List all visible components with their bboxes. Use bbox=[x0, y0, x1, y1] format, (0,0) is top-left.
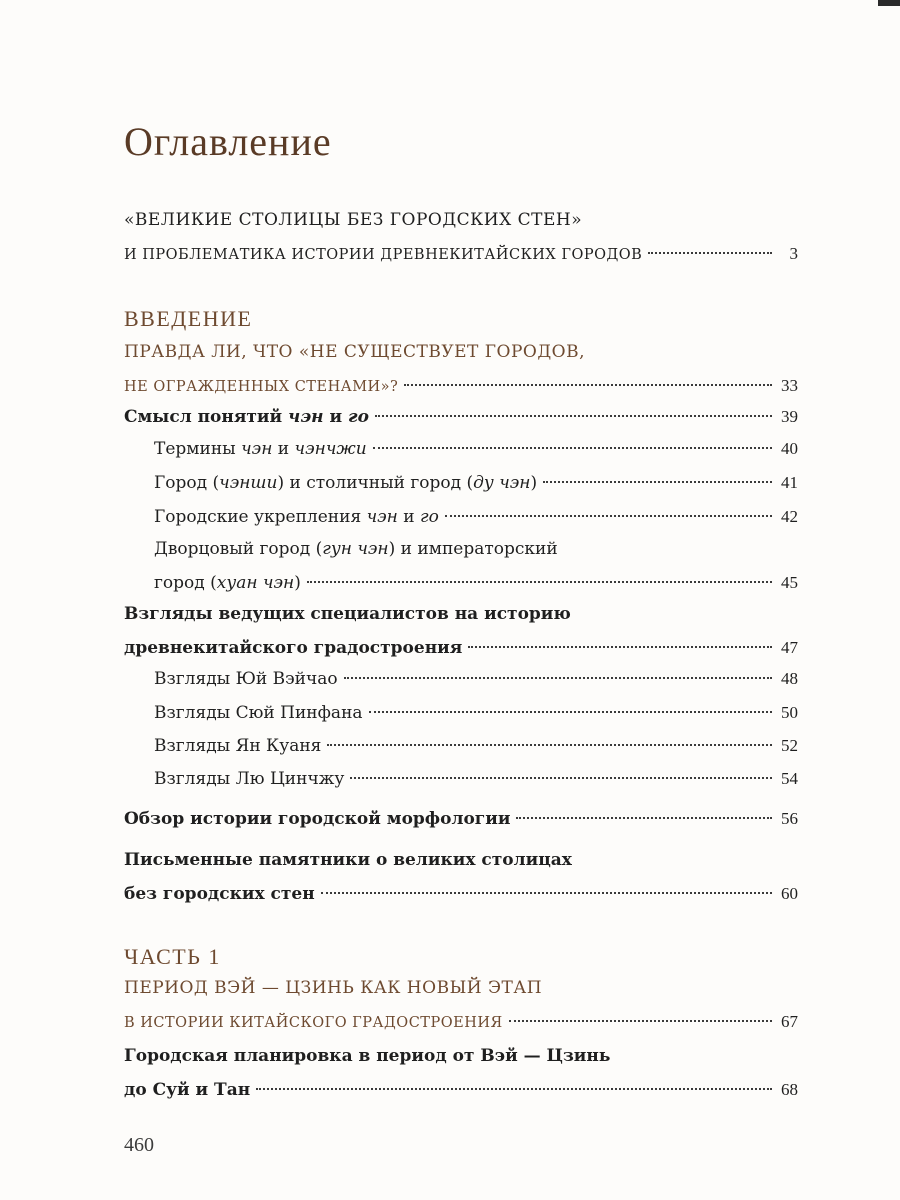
page-ref: 40 bbox=[781, 439, 798, 458]
dot-leader bbox=[404, 384, 772, 386]
text-part: и bbox=[397, 507, 421, 527]
toc-entry-line1: Взгляды ведущих специалистов на историю bbox=[124, 604, 571, 624]
page-ref: 50 bbox=[781, 703, 798, 722]
page-title: Оглавление bbox=[124, 119, 332, 164]
text-part: и bbox=[323, 407, 349, 427]
dot-leader bbox=[327, 744, 772, 746]
toc-subentry[interactable] bbox=[154, 466, 798, 500]
page-ref: 33 bbox=[781, 376, 798, 395]
toc-subentry[interactable] bbox=[154, 432, 798, 466]
page-ref: 54 bbox=[781, 769, 798, 788]
page-ref: 67 bbox=[781, 1012, 798, 1031]
dot-leader bbox=[543, 481, 772, 483]
italic-term: чэн bbox=[288, 407, 324, 427]
dot-leader bbox=[321, 892, 772, 894]
toc-entry-line2: без городских стен bbox=[124, 884, 315, 904]
text-part: ) bbox=[530, 473, 538, 493]
dot-leader bbox=[373, 447, 772, 449]
toc-entry-line2: НЕ ОГРАЖДЕННЫХ СТЕНАМИ»? bbox=[124, 379, 399, 395]
page-ref: 48 bbox=[781, 669, 798, 688]
text-part: ) bbox=[294, 573, 301, 593]
toc-entry[interactable] bbox=[124, 972, 798, 1040]
italic-term: чэнчжи bbox=[294, 439, 367, 459]
toc-entry-line2: И ПРОБЛЕМАТИКА ИСТОРИИ ДРЕВНЕКИТАЙСКИХ ГОРОДОВ bbox=[124, 247, 643, 263]
page-ref: 3 bbox=[789, 244, 798, 263]
toc-subentry[interactable] bbox=[154, 729, 798, 763]
page-number: 460 bbox=[124, 1134, 154, 1156]
toc-entry[interactable] bbox=[124, 598, 798, 665]
toc-entry-text bbox=[154, 501, 439, 534]
toc-entry-text: Обзор истории городской морфологии bbox=[124, 809, 511, 829]
dot-leader bbox=[516, 817, 772, 819]
toc-entry-text bbox=[154, 433, 367, 466]
dot-leader bbox=[256, 1088, 772, 1090]
toc-entry-text bbox=[124, 401, 369, 434]
text-part: Термины bbox=[154, 439, 242, 459]
text-part: Городские укрепления bbox=[154, 507, 367, 527]
dot-leader bbox=[375, 415, 772, 417]
italic-term: чэнши bbox=[219, 473, 278, 493]
section-heading-intro: ВВЕДЕНИЕ bbox=[124, 306, 253, 331]
text-part: ) и столичный город ( bbox=[277, 473, 474, 493]
page-ref: 47 bbox=[781, 638, 798, 657]
page-ref: 60 bbox=[781, 884, 798, 903]
dot-leader bbox=[344, 677, 772, 679]
toc-entry-text: Взгляды Лю Цинчжу bbox=[154, 769, 345, 789]
page-ref: 56 bbox=[781, 809, 798, 828]
toc-entry[interactable] bbox=[124, 844, 798, 911]
toc-subentry[interactable] bbox=[154, 762, 798, 796]
page-ref: 41 bbox=[781, 473, 798, 492]
page-ref: 45 bbox=[781, 573, 798, 592]
page-ref: 39 bbox=[781, 407, 798, 426]
dot-leader bbox=[350, 777, 772, 779]
toc-entry-line2: до Суй и Тан bbox=[124, 1080, 251, 1100]
dot-leader bbox=[509, 1020, 772, 1022]
toc-entry-text: Взгляды Юй Вэйчао bbox=[154, 669, 338, 689]
page-ref: 42 bbox=[781, 507, 798, 526]
dot-leader bbox=[648, 252, 772, 254]
section-heading-part1: ЧАСТЬ 1 bbox=[124, 944, 221, 969]
text-part: Дворцовый город ( bbox=[154, 539, 323, 559]
toc-entry-line2: древнекитайского градостроения bbox=[124, 638, 463, 658]
toc-entry[interactable] bbox=[124, 336, 798, 404]
toc-entry-line1: «ВЕЛИКИЕ СТОЛИЦЫ БЕЗ ГОРОДСКИХ СТЕН» bbox=[124, 210, 583, 230]
toc-entry-line2: В ИСТОРИИ КИТАЙСКОГО ГРАДОСТРОЕНИЯ bbox=[124, 1015, 503, 1031]
italic-term: го bbox=[420, 507, 439, 527]
toc-subentry[interactable] bbox=[154, 696, 798, 730]
toc-entry[interactable] bbox=[124, 400, 798, 434]
page-ref: 68 bbox=[781, 1080, 798, 1099]
toc-entry-line1: Письменные памятники о великих столицах bbox=[124, 850, 572, 870]
text-part: ) и императорский bbox=[388, 539, 558, 559]
italic-term: хуан чэн bbox=[216, 573, 295, 593]
text-part: Город ( bbox=[154, 473, 220, 493]
text-part: и bbox=[272, 439, 295, 459]
dot-leader bbox=[307, 581, 772, 583]
toc-entry-line1: ПРАВДА ЛИ, ЧТО «НЕ СУЩЕСТВУЕТ ГОРОДОВ, bbox=[124, 342, 586, 362]
italic-term: ду чэн bbox=[473, 473, 531, 493]
italic-term: чэн bbox=[241, 439, 273, 459]
toc-entry-text: Взгляды Ян Куаня bbox=[154, 736, 322, 756]
toc-entry[interactable] bbox=[124, 204, 798, 272]
italic-term: го bbox=[348, 407, 369, 427]
page-ref: 52 bbox=[781, 736, 798, 755]
dot-leader bbox=[445, 515, 772, 517]
toc-entry-text: Взгляды Сюй Пинфана bbox=[154, 703, 363, 723]
toc-subentry[interactable] bbox=[154, 533, 798, 600]
italic-term: гун чэн bbox=[322, 539, 389, 559]
dot-leader bbox=[468, 646, 772, 648]
text-part: Смысл понятий bbox=[124, 407, 289, 427]
toc-subentry[interactable] bbox=[154, 500, 798, 534]
toc-entry-line1: ПЕРИОД ВЭЙ — ЦЗИНЬ КАК НОВЫЙ ЭТАП bbox=[124, 978, 543, 998]
page-corner-mark bbox=[878, 0, 900, 6]
toc-subentry[interactable] bbox=[154, 662, 798, 696]
toc-entry-line1 bbox=[154, 533, 798, 566]
toc-entry-line1: Городская планировка в период от Вэй — Цзинь bbox=[124, 1046, 611, 1066]
toc-entry-text bbox=[154, 467, 537, 500]
toc-entry-line2 bbox=[154, 567, 301, 600]
dot-leader bbox=[369, 711, 772, 713]
italic-term: чэн bbox=[366, 507, 398, 527]
toc-entry[interactable] bbox=[124, 1040, 798, 1107]
toc-entry[interactable] bbox=[124, 802, 798, 836]
text-part: город ( bbox=[154, 573, 217, 593]
